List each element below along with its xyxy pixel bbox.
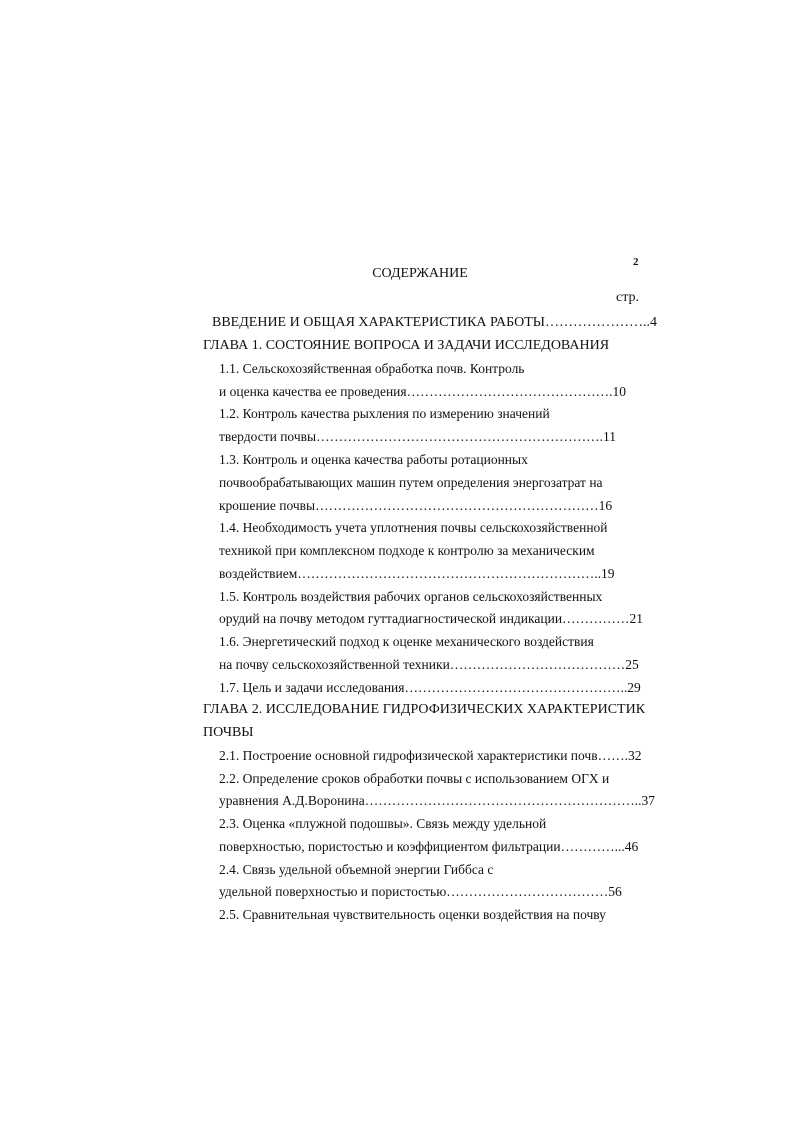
toc-item-1-3-a: 1.3. Контроль и оценка качества работы ротационных (219, 452, 528, 467)
toc-item-1-1-b: и оценка качества ее проведения……………………………………….10 (219, 384, 626, 399)
toc-item-2-1: 2.1. Построение основной гидрофизической характеристики почв…….32 (219, 748, 642, 763)
toc-item-1-5-b: орудий на почву методом гуттадиагностической индикации……………21 (219, 611, 644, 626)
toc-item-2-2-b: уравнения А.Д.Воронина……………………………………………………..37 (219, 793, 655, 808)
toc-item-1-5-a: 1.5. Контроль воздействия рабочих органов сельскохозяйственных (219, 589, 603, 604)
toc-item-1-4-a: 1.4. Необходимость учета уплотнения почвы сельскохозяйственной (219, 520, 608, 535)
toc-chapter-2-b: ПОЧВЫ (203, 725, 254, 740)
toc-item-1-2-b: твердости почвы……………………………………………………….11 (219, 429, 616, 444)
toc-item-1-4-b: техникой при комплексном подходе к контролю за механическим (219, 543, 595, 558)
pages-column-label: стр. (616, 290, 640, 305)
page-number: 2 (633, 256, 639, 268)
toc-item-1-3-b: почвообрабатывающих машин путем определения энергозатрат на (219, 475, 603, 490)
toc-item-1-6-b: на почву сельскохозяйственной техники…………………………………25 (219, 657, 639, 672)
toc-chapter-2-a: ГЛАВА 2. ИССЛЕДОВАНИЕ ГИДРОФИЗИЧЕСКИХ ХАРАКТЕРИСТИК (203, 702, 646, 717)
toc-item-1-7: 1.7. Цель и задачи исследования…………………………………………..29 (219, 680, 641, 695)
toc-intro: ВВЕДЕНИЕ И ОБЩАЯ ХАРАКТЕРИСТИКА РАБОТЫ…………………..4 (212, 315, 657, 330)
toc-item-1-2-a: 1.2. Контроль качества рыхления по измерению значений (219, 406, 550, 421)
toc-item-2-3-a: 2.3. Оценка «плужной подошвы». Связь между удельной (219, 816, 547, 831)
toc-item-1-6-a: 1.6. Энергетический подход к оценке механического воздействия (219, 634, 594, 649)
toc-item-1-4-c: воздействием…………………………………………………………..19 (219, 566, 615, 581)
toc-item-2-5: 2.5. Сравнительная чувствительность оценки воздействия на почву (219, 907, 606, 922)
toc-item-2-4-b: удельной поверхностью и пористостью………………………………56 (219, 884, 622, 899)
toc-chapter-1: ГЛАВА 1. СОСТОЯНИЕ ВОПРОСА И ЗАДАЧИ ИССЛЕДОВАНИЯ (203, 338, 610, 353)
toc-item-2-4-a: 2.4. Связь удельной объемной энергии Гиббса с (219, 862, 494, 877)
toc-item-2-2-a: 2.2. Определение сроков обработки почвы с использованием ОГХ и (219, 771, 610, 786)
toc-item-2-3-b: поверхностью, пористостью и коэффициентом фильтрации…………...46 (219, 839, 639, 854)
toc-item-1-1-a: 1.1. Сельскохозяйственная обработка почв. Контроль (219, 361, 525, 376)
toc-item-1-3-c: крошение почвы………………………………………………………16 (219, 498, 613, 513)
page-title: СОДЕРЖАНИЕ (372, 266, 468, 281)
